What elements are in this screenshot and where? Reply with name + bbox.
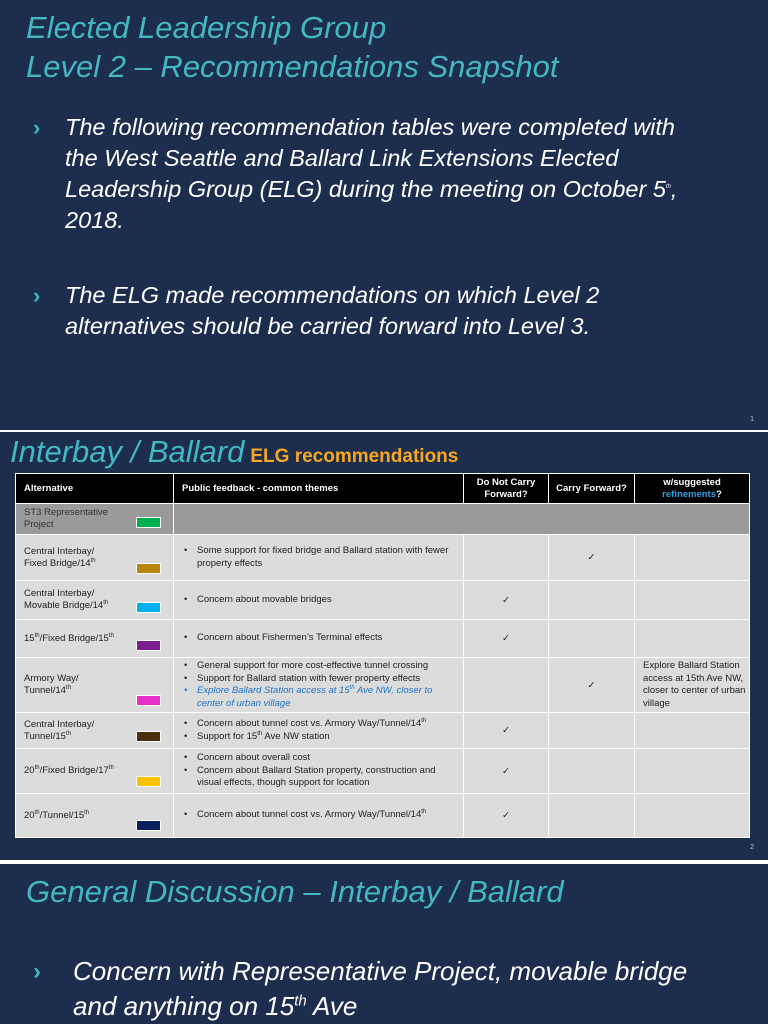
color-swatch [136, 695, 161, 706]
color-swatch [136, 563, 161, 574]
table-row [16, 581, 750, 620]
slide-2 [0, 432, 768, 860]
carry-cell [549, 713, 635, 749]
color-swatch [136, 776, 161, 787]
table-row [16, 620, 750, 658]
table-row [16, 535, 750, 581]
check-mark-icon: ✓ [464, 620, 549, 658]
check-mark-icon: ✓ [464, 713, 549, 749]
page-number: 2 [750, 844, 754, 851]
slide-3-title: General Discussion – Interbay / Ballard [26, 874, 564, 909]
feedback-cell: • Concern about Fishermen’s Terminal effects [174, 620, 464, 658]
bullet-1: › Concern with Representative Project, movable bridge and anything on 15th Ave [33, 956, 688, 1021]
refinements-cell [635, 794, 750, 838]
title-line-1: Elected Leadership Group [26, 10, 387, 45]
do-not-carry-cell [464, 535, 549, 581]
do-not-carry-cell [464, 658, 549, 713]
feedback-cell: • Concern about tunnel cost vs. Armory Way/Tunnel/14th [174, 794, 464, 838]
slide-2-title: Interbay / Ballard ELG recommendations [10, 434, 459, 469]
refinements-cell [635, 713, 750, 749]
feedback-cell: • Concern about movable bridges [174, 581, 464, 620]
slide-1-title [26, 8, 559, 86]
recommendations-table [15, 473, 750, 838]
chevron-bullet-icon: › [33, 115, 41, 140]
header-do-not-carry: Do Not Carry Forward? [464, 474, 549, 504]
header-carry: Carry Forward? [549, 474, 635, 504]
color-swatch [136, 602, 161, 613]
refinements-cell [635, 581, 750, 620]
alternative-cell: 20th/Tunnel/15th [16, 794, 174, 838]
feedback-cell: • General support for more cost-effective tunnel crossing • Support for Ballard station with fewer property effects • Explore Ballard Station access at 15th Ave NW, closer to center of urban village [174, 658, 464, 713]
header-feedback: Public feedback - common themes [174, 474, 464, 504]
alternative-cell: Central Interbay/ Movable Bridge/14th [16, 581, 174, 620]
refinements-cell [635, 620, 750, 658]
feedback-cell: • Concern about overall cost • Concern about Ballard Station property, construction and visual effects, though support for location [174, 749, 464, 794]
bullet-2: › The ELG made recommendations on which Level 2 alternatives should be carried forward into Level 3. [33, 282, 600, 339]
table-row [16, 504, 750, 535]
carry-cell [549, 620, 635, 658]
table-row [16, 658, 750, 713]
refinements-cell: Explore Ballard Station access at 15th Ave NW, closer to center of urban village [635, 658, 750, 713]
chevron-bullet-icon: › [33, 283, 41, 308]
color-swatch [136, 640, 161, 651]
table-row [16, 794, 750, 838]
refinements-cell [635, 535, 750, 581]
alternative-cell: Central Interbay/ Tunnel/15th [16, 713, 174, 749]
check-mark-icon: ✓ [464, 749, 549, 794]
bullet-1: › The following recommendation tables were completed with the West Seattle and Ballard Link Extensions Elected Leadership Group (ELG) during the meeting on October 5th, 2018. [33, 114, 678, 233]
check-mark-icon: ✓ [464, 794, 549, 838]
table-header-row [16, 474, 750, 504]
color-swatch [136, 731, 161, 742]
alternative-cell: Armory Way/ Tunnel/14th [16, 658, 174, 713]
color-swatch [136, 517, 161, 528]
check-mark-icon: ✓ [549, 658, 635, 713]
title-line-2: Level 2 – Recommendations Snapshot [26, 49, 559, 84]
page-number: 1 [750, 416, 754, 423]
refinements-cell [635, 749, 750, 794]
carry-cell [549, 749, 635, 794]
header-suggested: w/suggested refinements? [635, 474, 750, 504]
color-swatch [136, 820, 161, 831]
header-alternative: Alternative [16, 474, 174, 504]
alternative-cell: 15th/Fixed Bridge/15th [16, 620, 174, 658]
check-mark-icon: ✓ [464, 581, 549, 620]
table-row [16, 749, 750, 794]
slide-1 [0, 0, 768, 430]
feedback-cell: • Some support for fixed bridge and Ballard station with fewer property effects [174, 535, 464, 581]
alternative-cell: Central Interbay/ Fixed Bridge/14th [16, 535, 174, 581]
carry-cell [549, 794, 635, 838]
table-row [16, 713, 750, 749]
carry-cell [549, 581, 635, 620]
alternative-cell: 20th/Fixed Bridge/17th [16, 749, 174, 794]
chevron-bullet-icon: › [33, 958, 41, 985]
empty-cell [174, 504, 750, 535]
feedback-cell: • Concern about tunnel cost vs. Armory Way/Tunnel/14th • Support for 15th Ave NW station [174, 713, 464, 749]
check-mark-icon: ✓ [549, 535, 635, 581]
alternative-cell: ST3 Representative Project [16, 504, 174, 535]
slide-3 [0, 864, 768, 1024]
